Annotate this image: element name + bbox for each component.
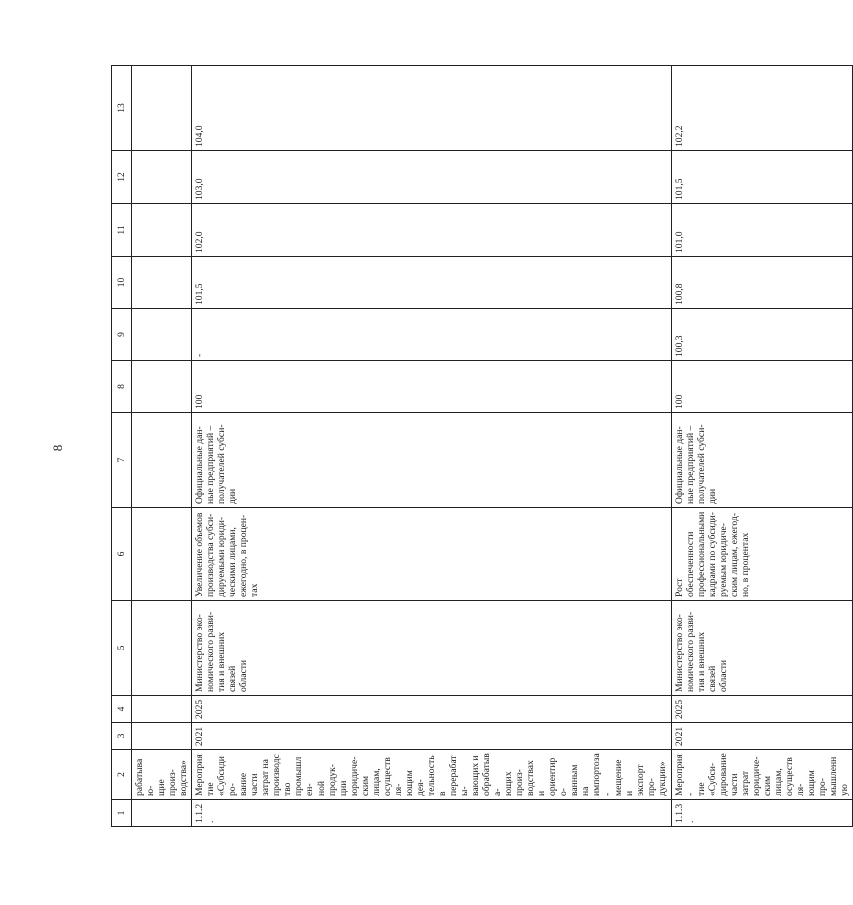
- cell-empty: [132, 413, 192, 508]
- cell-value: 100: [192, 361, 671, 413]
- table-row: [671, 66, 853, 827]
- cell-value: 100,3: [671, 309, 853, 361]
- cell-start-year: 2021: [192, 723, 671, 750]
- cell-executor: Министерство эко- номического разви- тия и внешних связей области: [192, 601, 671, 696]
- indicator-table: [111, 65, 853, 827]
- cell-empty: [132, 601, 192, 696]
- cell-value: 101,5: [192, 257, 671, 309]
- column-number: 13: [112, 66, 132, 151]
- cell-end-year: 2025: [192, 696, 671, 723]
- column-number: 1: [112, 800, 132, 827]
- cell-empty: [132, 66, 192, 151]
- cell-value: 102,0: [192, 204, 671, 257]
- cell-empty: [132, 309, 192, 361]
- cell-source: Официальные дан- ные предприятий – получателей субси- дии: [671, 413, 853, 508]
- table-row: [192, 66, 671, 827]
- column-number: 2: [112, 750, 132, 800]
- cell-empty: [132, 257, 192, 309]
- cell-end-year: 2025: [671, 696, 853, 723]
- cell-value: 100: [671, 361, 853, 413]
- cell-indicator: Увеличение объемов производства субси- дируемыми юриди- ческими лицами, ежегодно, в процен- тах: [192, 508, 671, 601]
- cell-name: рабатываю- щие произ- водства»: [132, 750, 192, 800]
- column-number: 4: [112, 696, 132, 723]
- column-number: 10: [112, 257, 132, 309]
- cell-value: -: [192, 309, 671, 361]
- column-number: 9: [112, 309, 132, 361]
- cell-value: 101,5: [671, 151, 853, 204]
- cell-empty: [132, 723, 192, 750]
- rotated-table-wrapper: [111, 66, 850, 827]
- column-number: 12: [112, 151, 132, 204]
- cell-empty: [132, 361, 192, 413]
- column-number: 6: [112, 508, 132, 601]
- cell-empty: [132, 204, 192, 257]
- column-number: 11: [112, 204, 132, 257]
- cell-value: 100,8: [671, 257, 853, 309]
- page-number: 8: [50, 444, 65, 452]
- column-number: 8: [112, 361, 132, 413]
- cell-source: Официальные дан- ные предприятий – получателей субси- дии: [192, 413, 671, 508]
- cell-name: Мероприятие «Субсидиро- вание части затрат на производство промышлен- ной продук- ции юридиче- ским лицам, осуществля- ющим дея- тельность в перерабаты- вающих и обрабатыва- ющих произ- водствах и ориентиро- ванным на импортоза- мещение и экспорт про- дукции»: [192, 750, 671, 800]
- cell-id: 1.1.3.: [671, 800, 853, 827]
- cell-empty: [132, 151, 192, 204]
- continuation-row: [132, 66, 192, 827]
- cell-value: 103,0: [192, 151, 671, 204]
- column-number: 5: [112, 601, 132, 696]
- cell-empty: [132, 508, 192, 601]
- cell-value: 104,0: [192, 66, 671, 151]
- column-number: 3: [112, 723, 132, 750]
- cell-empty: [132, 696, 192, 723]
- column-number: 7: [112, 413, 132, 508]
- cell-value: 102,2: [671, 66, 853, 151]
- cell-value: 101,0: [671, 204, 853, 257]
- cell-name: Мероприя- тие «Субси- дирование части затрат юридиче- ским лицам, осуществля- ющим про- мышленную: [671, 750, 853, 800]
- cell-id: 1.1.2.: [192, 800, 671, 827]
- column-number-row: [112, 66, 132, 827]
- cell-executor: Министерство эко- номического разви- тия и внешних связей области: [671, 601, 853, 696]
- cell-start-year: 2021: [671, 723, 853, 750]
- cell-indicator: Рост обеспеченности профессиональными кадрами по субсиди- руемым юридиче- ским лицам, ежегод- но, в процентах: [671, 508, 853, 601]
- cell-id: [132, 800, 192, 827]
